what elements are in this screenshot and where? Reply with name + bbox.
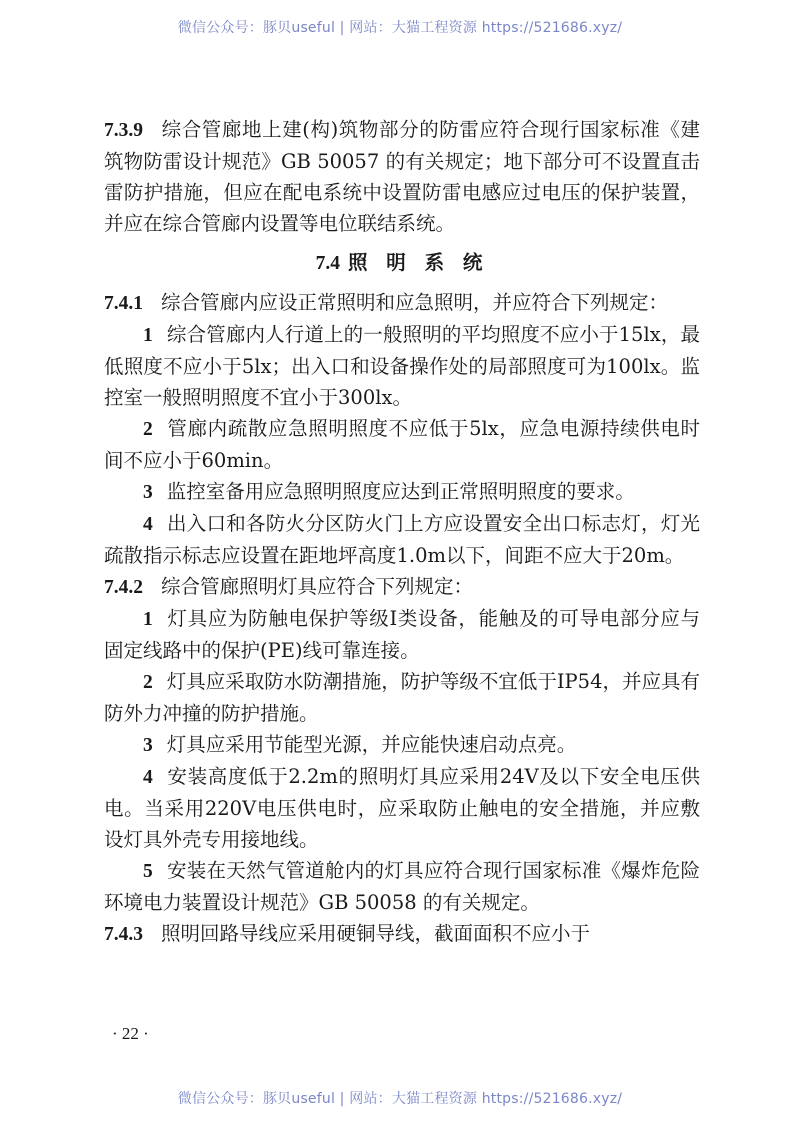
clause-7-3-9 bbox=[104, 114, 700, 239]
section-title: 照 明 系 统 bbox=[348, 251, 489, 274]
watermark-top: 微信公众号：豚贝useful | 网站：大猫工程资源 https://521686.xyz/ bbox=[177, 20, 623, 36]
list-item bbox=[104, 508, 700, 571]
item-text: 灯具应采取防水防潮措施，防护等级不宜低于IP54，并应具有防外力冲撞的防护措施。 bbox=[104, 670, 700, 725]
item-text: 安装在天然气管道舱内的灯具应符合现行国家标准《爆炸危险环境电力装置设计规范》GB 50058 的有关规定。 bbox=[104, 859, 700, 914]
item-text: 灯具应采用节能型光源，并应能快速启动点亮。 bbox=[166, 733, 577, 756]
page-number: · 22 · bbox=[112, 1024, 149, 1043]
clause-number: 7.4.2 bbox=[104, 577, 143, 598]
clause-number: 7.3.9 bbox=[104, 120, 143, 141]
list-item bbox=[104, 761, 700, 855]
watermark-bottom: 微信公众号：豚贝useful | 网站：大猫工程资源 https://521686.xyz/ bbox=[177, 1091, 623, 1107]
item-number: 1 bbox=[143, 325, 153, 346]
list-item bbox=[104, 319, 700, 413]
item-number: 3 bbox=[143, 735, 153, 756]
section-number: 7.4 bbox=[315, 253, 340, 274]
item-number: 3 bbox=[143, 482, 153, 503]
document-body bbox=[104, 114, 700, 950]
section-heading bbox=[104, 247, 700, 279]
item-number: 2 bbox=[143, 672, 153, 693]
list-item bbox=[104, 603, 700, 666]
item-text: 安装高度低于2.2m的照明灯具应采用24V及以下安全电压供电。当采用220V电压供电时，应采取防止触电的安全措施，并应敷设灯具外壳专用接地线。 bbox=[104, 765, 700, 851]
item-number: 2 bbox=[143, 419, 153, 440]
item-text: 综合管廊内人行道上的一般照明的平均照度不应小于15lx，最低照度不应小于5lx；出入口和设备操作处的局部照度可为100lx。监控室一般照明照度不宜小于300lx。 bbox=[104, 323, 700, 409]
clause-text: 综合管廊照明灯具应符合下列规定： bbox=[161, 575, 474, 598]
item-number: 5 bbox=[143, 861, 153, 882]
list-item bbox=[104, 666, 700, 729]
list-item bbox=[104, 476, 700, 508]
clause-text: 综合管廊内应设正常照明和应急照明，并应符合下列规定： bbox=[161, 291, 669, 314]
item-number: 4 bbox=[143, 767, 153, 788]
clause-7-4-2 bbox=[104, 571, 700, 603]
clause-text: 照明回路导线应采用硬铜导线，截面面积不应小于 bbox=[161, 922, 591, 945]
list-item bbox=[104, 413, 700, 476]
item-number: 1 bbox=[143, 609, 153, 630]
list-item bbox=[104, 855, 700, 918]
item-text: 管廊内疏散应急照明照度不应低于5lx，应急电源持续供电时间不应小于60min。 bbox=[104, 417, 700, 472]
clause-7-4-3 bbox=[104, 918, 700, 950]
list-item bbox=[104, 729, 700, 761]
clause-7-4-1 bbox=[104, 287, 700, 319]
item-text: 出入口和各防火分区防火门上方应设置安全出口标志灯，灯光疏散指示标志应设置在距地坪高度1.0m以下，间距不应大于20m。 bbox=[104, 512, 700, 567]
item-text: 监控室备用应急照明照度应达到正常照明照度的要求。 bbox=[166, 480, 635, 503]
clause-text: 综合管廊地上建(构)筑物部分的防雷应符合现行国家标准《建筑物防雷设计规范》GB 50057 的有关规定；地下部分可不设置直击雷防护措施，但应在配电系统中设置防雷电感应过电压的保护装置，并应在综合管廊内设置等电位联结系统。 bbox=[104, 118, 700, 235]
item-text: 灯具应为防触电保护等级Ⅰ类设备，能触及的可导电部分应与固定线路中的保护(PE)线可靠连接。 bbox=[104, 607, 700, 662]
clause-number: 7.4.1 bbox=[104, 293, 143, 314]
item-number: 4 bbox=[143, 514, 153, 535]
clause-number: 7.4.3 bbox=[104, 924, 143, 945]
